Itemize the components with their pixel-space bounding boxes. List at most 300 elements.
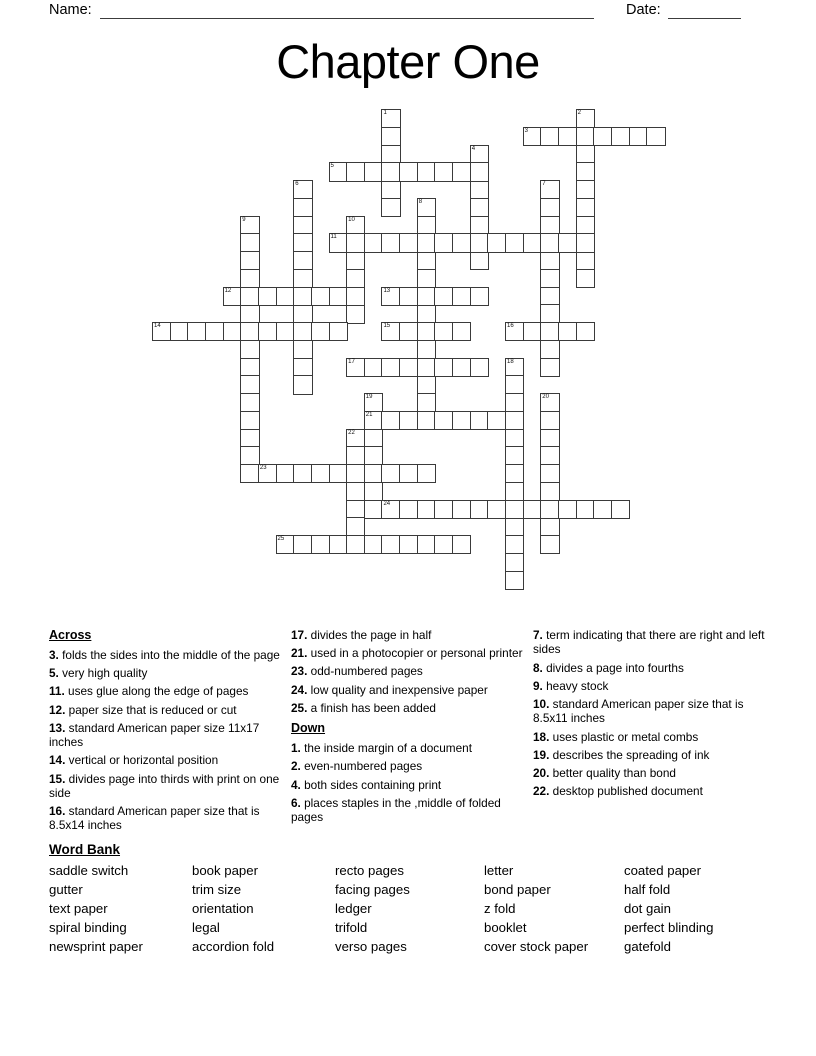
page-title: Chapter One [276, 35, 540, 88]
crossword-cell [240, 411, 259, 430]
crossword-cell [505, 446, 524, 465]
crossword-cell [417, 322, 436, 341]
word-bank-item: newsprint paper [49, 939, 143, 954]
word-bank [49, 842, 713, 956]
word-bank-item: orientation [192, 901, 254, 916]
crossword-cell [452, 287, 471, 306]
clue-10: 10. standard American paper size that is 8.5x11 inches [533, 696, 744, 726]
down-heading: Down [291, 721, 326, 736]
crossword-cell [240, 446, 259, 465]
crossword-cell [223, 287, 242, 306]
crossword-cell [558, 127, 577, 146]
crossword-cell [434, 411, 453, 430]
crossword-cell [576, 269, 595, 288]
crossword-cell [346, 464, 365, 483]
word-bank-item: gutter [49, 882, 83, 897]
crossword-cell [240, 287, 259, 306]
crossword-cell [240, 251, 259, 270]
crossword-cell [346, 482, 365, 501]
crossword-cell [558, 233, 577, 252]
clue-22: 22. desktop published document [533, 784, 703, 799]
crossword-cell [576, 233, 595, 252]
crossword-cell [364, 411, 383, 430]
clue-12: 12. paper size that is reduced or cut [49, 702, 237, 717]
crossword-cell [346, 269, 365, 288]
clue-number: 11. [49, 684, 65, 699]
crossword-cell [293, 216, 312, 235]
crossword-cell [381, 145, 400, 164]
crossword-cell [417, 464, 436, 483]
crossword-cell [540, 446, 559, 465]
crossword-cell [276, 322, 295, 341]
crossword-cell [470, 251, 489, 270]
clue-number: 21. [291, 646, 308, 661]
clue-19: 19. describes the spreading of ink [533, 747, 710, 762]
word-bank-item: verso pages [335, 939, 407, 954]
clue-column-2 [291, 628, 533, 837]
word-bank-item: letter [484, 863, 514, 878]
crossword-cell [611, 500, 630, 519]
clue-number: 9. [533, 678, 543, 693]
crossword-cell [593, 500, 612, 519]
clue-16: 16. standard American paper size that is 8.5x14 inches [49, 804, 260, 833]
crossword-cell [417, 393, 436, 412]
crossword-cell [364, 482, 383, 501]
clue-number-3: 3 [524, 127, 528, 134]
crossword-cell [258, 287, 277, 306]
crossword-cell [293, 535, 312, 554]
crossword-cell [364, 500, 383, 519]
crossword-cell [452, 535, 471, 554]
crossword-cell [434, 500, 453, 519]
crossword-cell [399, 535, 418, 554]
crossword-cell [346, 304, 365, 323]
word-bank-item: saddle switch [49, 863, 129, 878]
across-clues-part1 [49, 648, 291, 833]
crossword-cell [576, 198, 595, 217]
crossword-cell [240, 269, 259, 288]
crossword-cell [399, 233, 418, 252]
clue-8: 8. divides a page into fourths [533, 660, 684, 675]
crossword-cell [505, 358, 524, 377]
clue-number: 7. [533, 628, 543, 642]
clue-number-4: 4 [471, 145, 476, 152]
crossword-cell [540, 198, 559, 217]
crossword-cell [346, 216, 365, 235]
crossword-cell [293, 322, 312, 341]
clue-number: 3. [49, 648, 59, 662]
clue-number: 13. [49, 720, 66, 735]
crossword-cell [417, 269, 436, 288]
crossword-cell [329, 287, 348, 306]
crossword-cell [487, 233, 506, 252]
word-bank-item: z fold [484, 901, 516, 916]
word-bank-columns [49, 861, 713, 956]
clue-17: 17. divides the page in half [291, 628, 432, 642]
clue-23: 23. odd-numbered pages [291, 664, 423, 679]
clue-number-17: 17 [348, 358, 355, 365]
crossword-cell [540, 180, 559, 199]
crossword-cell [470, 145, 489, 164]
crossword-cell [364, 233, 383, 252]
crossword-cell [381, 358, 400, 377]
clue-number-7: 7 [542, 181, 546, 187]
crossword-cell [240, 216, 259, 235]
clue-column-3 [533, 628, 769, 837]
crossword-cell [293, 287, 312, 306]
clue-18: 18. uses plastic or metal combs [533, 729, 699, 744]
crossword-cell [452, 162, 471, 181]
crossword-cell [399, 162, 418, 181]
word-bank-item: trifold [335, 920, 368, 935]
crossword-cell [293, 304, 312, 323]
clue-7: 7. term indicating that there are right and left sides [533, 628, 765, 657]
crossword-cell [417, 162, 436, 181]
crossword-cell [258, 322, 277, 341]
crossword-cell [505, 411, 524, 430]
crossword-cell [523, 500, 542, 519]
clue-number: 2. [291, 759, 301, 774]
crossword-cell [576, 127, 595, 146]
crossword-cell [346, 358, 365, 377]
crossword-cell [505, 553, 524, 572]
crossword-cell [540, 216, 559, 235]
crossword-cell [329, 535, 348, 554]
crossword-cell [646, 127, 665, 146]
clue-24: 24. low quality and inexpensive paper [291, 682, 488, 697]
crossword-cell [329, 322, 348, 341]
crossword-cell [187, 322, 206, 341]
clue-number: 22. [533, 784, 550, 799]
crossword-cell [417, 411, 436, 430]
clue-number-12: 12 [224, 287, 232, 294]
clue-number-9: 9 [242, 216, 246, 223]
crossword-cell [293, 233, 312, 252]
crossword-cell [470, 287, 489, 306]
crossword-cell [505, 464, 524, 483]
crossword-cell [311, 464, 330, 483]
down-clues-part2 [533, 628, 769, 798]
crossword-cell [381, 162, 400, 181]
clue-number: 4. [291, 777, 301, 792]
crossword-cell [293, 340, 312, 359]
crossword-cell [293, 375, 312, 394]
crossword-cell [505, 482, 524, 501]
crossword-cell [364, 429, 383, 448]
crossword-cell [576, 500, 595, 519]
crossword-cell [417, 304, 436, 323]
clue-21: 21. used in a photocopier or personal printer [291, 646, 523, 661]
crossword-cell [558, 500, 577, 519]
crossword-cell [417, 500, 436, 519]
word-bank-item: ledger [335, 901, 372, 916]
crossword-cell [364, 393, 383, 412]
clue-number-5: 5 [330, 163, 334, 170]
word-bank-item: accordion fold [192, 939, 275, 954]
word-bank-item: bond paper [484, 882, 551, 897]
crossword-cell [576, 322, 595, 341]
clue-number: 16. [49, 804, 66, 819]
clue-number-11: 11 [330, 234, 337, 241]
clue-number-25: 25 [277, 536, 285, 542]
word-bank-item: facing pages [335, 882, 410, 897]
clue-number-10: 10 [348, 216, 355, 223]
crossword-cell [381, 411, 400, 430]
crossword-cell [523, 322, 542, 341]
crossword-cell [205, 322, 224, 341]
crossword-cell [240, 233, 259, 252]
crossword-cell [470, 198, 489, 217]
crossword-cell [381, 198, 400, 217]
clue-20: 20. better quality than bond [533, 765, 676, 780]
crossword-cell [558, 322, 577, 341]
word-bank-item: gatefold [624, 939, 671, 954]
crossword-cell [505, 571, 524, 590]
crossword-cell [329, 162, 348, 181]
crossword-cell [240, 322, 259, 341]
crossword-cell [399, 287, 418, 306]
clue-4: 4. both sides containing print [291, 777, 442, 792]
crossword-cell [452, 500, 471, 519]
clue-5: 5. very high quality [49, 666, 148, 681]
crossword-cell [311, 287, 330, 306]
word-bank-item: coated paper [624, 863, 701, 878]
crossword-cell [452, 411, 471, 430]
clue-13: 13. standard American paper size 11x17 inches [49, 720, 260, 750]
crossword-cell [434, 322, 453, 341]
crossword-cell [576, 109, 595, 128]
crossword-cell [346, 233, 365, 252]
crossword-cell [523, 127, 542, 146]
clue-number-18: 18 [507, 358, 514, 365]
word-bank-column-2 [192, 861, 335, 956]
clue-number: 15. [49, 771, 66, 786]
crossword-cell [364, 464, 383, 483]
crossword-cell [452, 322, 471, 341]
clue-number-1: 1 [383, 110, 387, 116]
clue-number: 8. [533, 660, 543, 675]
crossword-cell [364, 358, 383, 377]
crossword-cell [293, 180, 312, 199]
crossword-cell [540, 464, 559, 483]
crossword-cell [152, 322, 171, 341]
crossword-cell [364, 446, 383, 465]
crossword-cell [240, 464, 259, 483]
clue-number: 10. [533, 696, 550, 711]
clue-number: 5. [49, 666, 59, 681]
clue-number: 23. [291, 664, 308, 679]
crossword-cell [505, 322, 524, 341]
date-blank-line [668, 18, 741, 19]
word-bank-item: dot gain [624, 901, 671, 916]
crossword-cell [417, 233, 436, 252]
clue-11: 11. uses glue along the edge of pages [49, 684, 249, 699]
clue-number: 6. [291, 795, 301, 810]
crossword-cell [434, 535, 453, 554]
word-bank-column-3 [335, 861, 484, 956]
crossword-cell [540, 251, 559, 270]
crossword-cell [452, 358, 471, 377]
crossword-cell [417, 535, 436, 554]
crossword-cell [540, 269, 559, 288]
crossword-cell [346, 287, 365, 306]
clue-number-21: 21 [365, 411, 373, 418]
crossword-cell [417, 216, 436, 235]
crossword-cell [470, 358, 489, 377]
header-row [49, 2, 741, 22]
crossword-cell [293, 269, 312, 288]
crossword-cell [276, 464, 295, 483]
crossword-cell [240, 358, 259, 377]
crossword-cell [611, 127, 630, 146]
across-clues-part2 [291, 628, 533, 715]
crossword-cell [576, 251, 595, 270]
crossword-cell [346, 251, 365, 270]
crossword-cell [540, 287, 559, 306]
word-bank-column-4 [484, 861, 624, 956]
clue-number-15: 15 [383, 323, 391, 329]
crossword-cell [576, 162, 595, 181]
clue-number-13: 13 [383, 287, 391, 294]
crossword-cell [417, 251, 436, 270]
crossword-cell [293, 464, 312, 483]
crossword-cell [540, 482, 559, 501]
crossword-cell [399, 411, 418, 430]
down-clues-part1 [291, 741, 533, 824]
word-bank-item: recto pages [335, 863, 404, 878]
crossword-cell [540, 500, 559, 519]
clue-25: 25. a finish has been added [291, 700, 436, 715]
clue-column-1 [49, 628, 291, 837]
crossword-cell [311, 535, 330, 554]
crossword-cell [240, 340, 259, 359]
word-bank-item: spiral binding [49, 920, 127, 935]
across-heading: Across [49, 628, 92, 642]
clue-number-6: 6 [295, 181, 299, 187]
date-label: Date: [626, 2, 661, 18]
clue-number: 18. [533, 729, 550, 744]
crossword-cell [505, 375, 524, 394]
crossword-cell [417, 287, 436, 306]
clue-2: 2. even-numbered pages [291, 759, 423, 774]
crossword-cell [399, 500, 418, 519]
crossword-cell [540, 340, 559, 359]
word-bank-item: trim size [192, 882, 242, 897]
clue-number-22: 22 [348, 429, 355, 436]
crossword-cell [470, 411, 489, 430]
clue-number-20: 20 [542, 394, 549, 400]
crossword-cell [540, 429, 559, 448]
crossword-cell [276, 535, 295, 554]
clue-number: 1. [291, 741, 301, 756]
crossword-cell [381, 500, 400, 519]
clue-number-16: 16 [507, 323, 514, 329]
crossword-cell [240, 429, 259, 448]
crossword-cell [540, 304, 559, 323]
crossword-cell [434, 233, 453, 252]
crossword-cell [311, 322, 330, 341]
crossword-cell [399, 464, 418, 483]
crossword-cell [381, 127, 400, 146]
crossword-cell [240, 375, 259, 394]
crossword-cell [540, 322, 559, 341]
crossword-cell [381, 180, 400, 199]
crossword-cell [293, 358, 312, 377]
crossword-cell [452, 233, 471, 252]
crossword-cell [293, 251, 312, 270]
clue-number: 17. [291, 628, 308, 642]
crossword-cell [381, 233, 400, 252]
name-blank-line [100, 18, 594, 19]
crossword-cell [523, 233, 542, 252]
crossword-cell [417, 358, 436, 377]
crossword-cell [540, 517, 559, 536]
crossword-cell [540, 358, 559, 377]
word-bank-heading: Word Bank [49, 842, 121, 857]
clue-3: 3. folds the sides into the middle of the page [49, 648, 280, 662]
crossword-cell [505, 517, 524, 536]
crossword-cell [364, 535, 383, 554]
crossword-cell [505, 500, 524, 519]
crossword-cell [505, 535, 524, 554]
crossword-cell [346, 535, 365, 554]
clue-14: 14. vertical or horizontal position [49, 753, 219, 768]
clue-number: 19. [533, 747, 550, 762]
crossword-cell [240, 393, 259, 412]
clue-number: 12. [49, 702, 66, 717]
crossword-cell [417, 198, 436, 217]
crossword-cell [276, 287, 295, 306]
word-bank-item: half fold [624, 882, 671, 897]
clue-number: 25. [291, 700, 308, 715]
clue-number: 20. [533, 765, 550, 780]
name-label: Name: [49, 2, 92, 18]
word-bank-item: perfect blinding [624, 920, 714, 935]
crossword-cell [399, 358, 418, 377]
crossword-cell [540, 393, 559, 412]
crossword-cell [329, 233, 348, 252]
crossword-cell [381, 535, 400, 554]
crossword-cell [381, 109, 400, 128]
crossword-cell [417, 375, 436, 394]
clue-number-23: 23 [259, 465, 267, 471]
clue-number-8: 8 [418, 198, 423, 205]
clue-1: 1. the inside margin of a document [291, 741, 472, 756]
crossword-cell [540, 535, 559, 554]
crossword-cell [346, 429, 365, 448]
crossword-cell [434, 162, 453, 181]
clue-section [49, 628, 769, 837]
crossword-cell [540, 411, 559, 430]
crossword-cell [223, 322, 242, 341]
crossword-cell [364, 162, 383, 181]
clue-number-14: 14 [154, 323, 161, 329]
clue-number-24: 24 [383, 500, 391, 507]
crossword-cell [576, 216, 595, 235]
crossword-cell [434, 358, 453, 377]
crossword-cell [540, 127, 559, 146]
word-bank-item: booklet [484, 920, 527, 935]
crossword-cell [381, 322, 400, 341]
crossword-cell [329, 464, 348, 483]
clue-number: 14. [49, 753, 66, 768]
word-bank-item: text paper [49, 901, 108, 916]
crossword-cell [346, 500, 365, 519]
crossword-cell [540, 233, 559, 252]
clue-number-2: 2 [577, 110, 581, 116]
crossword-cell [505, 233, 524, 252]
crossword-cell [470, 162, 489, 181]
